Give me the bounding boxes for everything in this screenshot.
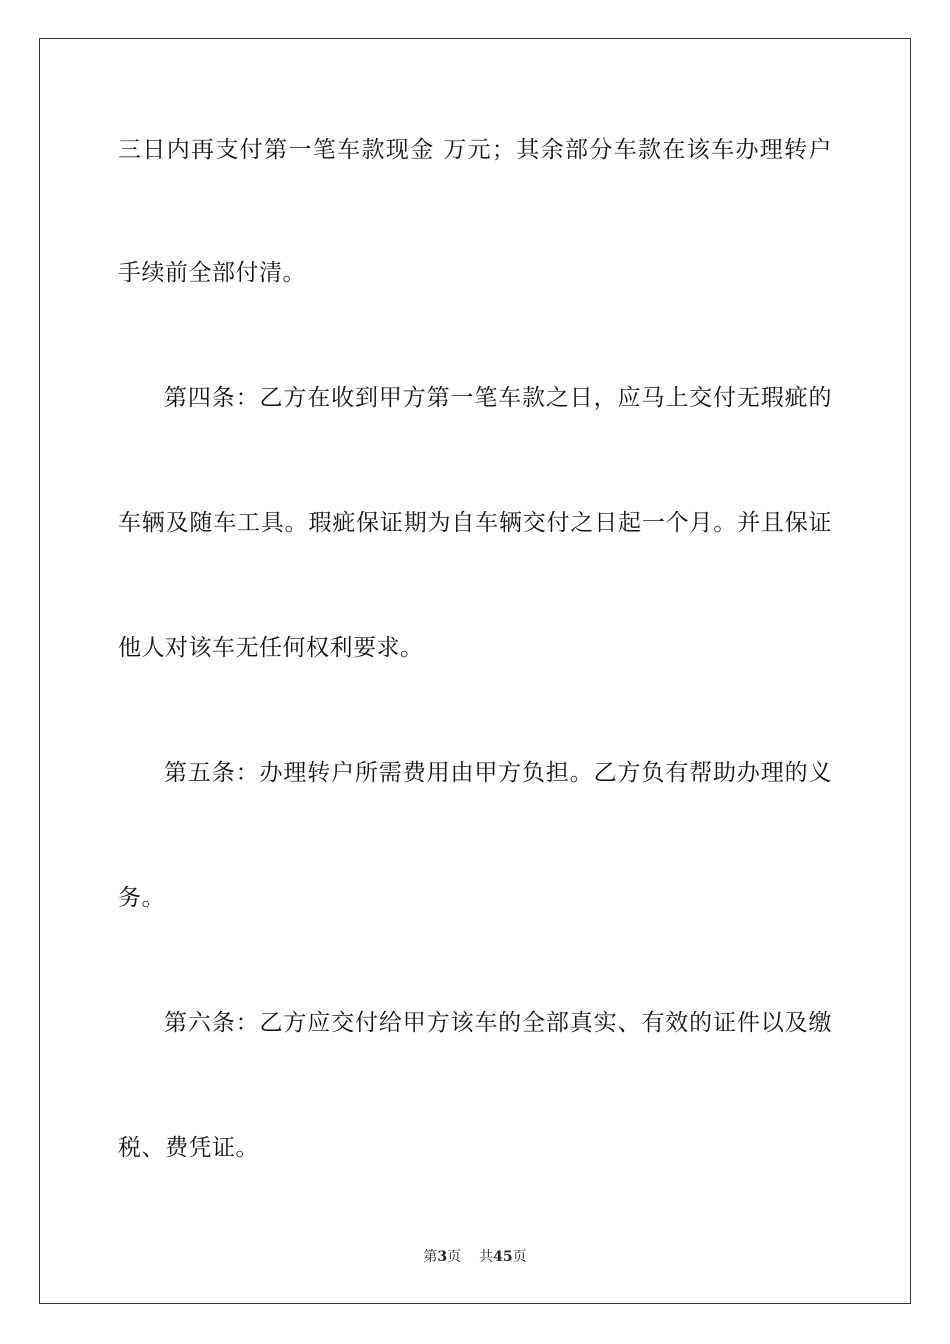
article-5-line-2: 务。 [118, 885, 165, 911]
page-number: 3 [437, 1249, 448, 1265]
total-prefix: 共 [479, 1249, 494, 1265]
body-line-1: 三日内再支付第一笔车款现金 万元；其余部分车款在该车办理转户 [118, 137, 832, 163]
article-4-line-2: 车辆及随车工具。瑕疵保证期为自车辆交付之日起一个月。并且保证 [118, 510, 832, 536]
page-prefix: 第 [423, 1249, 438, 1265]
article-6-line-1: 第六条：乙方应交付给甲方该车的全部真实、有效的证件以及缴 [164, 1010, 832, 1036]
total-suffix: 页 [512, 1249, 527, 1265]
article-4-line-3: 他人对该车无任何权利要求。 [118, 635, 424, 661]
article-5-line-1: 第五条：办理转户所需费用由甲方负担。乙方负有帮助办理的义 [164, 760, 832, 786]
page-frame [39, 38, 911, 1304]
page-footer [0, 1248, 950, 1266]
page-suffix: 页 [447, 1249, 462, 1265]
total-pages: 45 [493, 1249, 513, 1265]
body-line-2: 手续前全部付清。 [118, 260, 306, 286]
article-4-line-1: 第四条：乙方在收到甲方第一笔车款之日，应马上交付无瑕疵的 [164, 385, 832, 411]
article-6-line-2: 税、费凭证。 [118, 1135, 259, 1161]
